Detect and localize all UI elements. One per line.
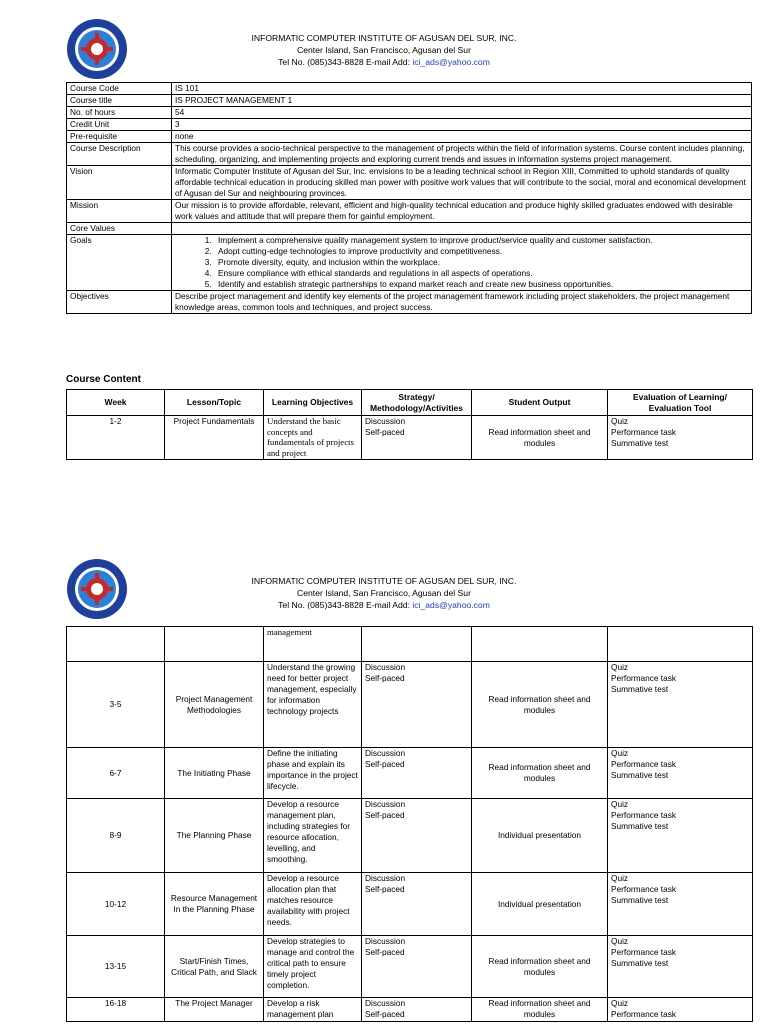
table-row (67, 873, 753, 936)
institute-name: INFORMATIC COMPUTER INSTITUTE OF AGUSAN DEL SUR, INC. (251, 576, 517, 586)
eval-line: Performance task (611, 673, 677, 683)
cell-output: Read information sheet and modules (472, 748, 608, 799)
cell-objectives: Develop a resource management plan, including strategies for resource allocation, levelling, and smoothing. (264, 799, 362, 873)
cell-objectives: Understand the basic concepts and fundamentals of projects and project (264, 416, 362, 460)
table-row (67, 998, 753, 1022)
eval-line: Summative test (611, 770, 669, 780)
goal-item: 2. Adopt cutting-edge technologies to improve productivity and competitiveness. (214, 246, 748, 257)
cell-topic (165, 627, 264, 662)
header-week: Week (67, 390, 165, 416)
eval-line: Performance task (611, 810, 677, 820)
strategy-line: Discussion (365, 416, 406, 426)
table-row (67, 936, 753, 998)
cell-week: 13-15 (67, 936, 165, 998)
cell-evaluation (608, 748, 753, 799)
institute-address: Center Island, San Francisco, Agusan del Sur (297, 588, 471, 598)
cell-topic: Project Management Methodologies (165, 662, 264, 748)
cell-objectives: Understand the growing need for better project management, especially for information technology projects (264, 662, 362, 748)
contact-text: Tel No. (085)343-8828 E-mail Add: (278, 57, 413, 67)
cell-evaluation (608, 627, 753, 662)
info-row (67, 95, 752, 107)
table-row (67, 799, 753, 873)
cell-topic: Project Fundamentals (165, 416, 264, 460)
info-row (67, 143, 752, 166)
strategy-line: Discussion (365, 748, 406, 758)
strategy-line: Self-paced (365, 884, 405, 894)
info-value: Describe project management and identify key elements of the project management framework including project stakeholders, the project management knowledge areas, common tools and techniques, and project success. (172, 291, 752, 314)
goal-item: 3. Promote diversity, equity, and inclusion within the workplace. (214, 257, 748, 268)
info-label: Pre-requisite (67, 131, 172, 143)
info-value: 3 (172, 119, 752, 131)
cell-strategy (362, 873, 472, 936)
cell-evaluation (608, 416, 753, 460)
eval-line: Performance task (611, 947, 677, 957)
table-row-continuation (67, 627, 753, 662)
strategy-line: Discussion (365, 998, 406, 1008)
info-label: No. of hours (67, 107, 172, 119)
cell-week: 6-7 (67, 748, 165, 799)
eval-line: Performance task (611, 427, 677, 437)
info-label: Mission (67, 200, 172, 223)
goals-list (175, 235, 748, 290)
goals-list-cell (172, 235, 752, 291)
cell-objectives: Develop a risk management plan (264, 998, 362, 1022)
info-value: Informatic Computer Institute of Agusan del Sur, Inc. envisions to be a leading technical school in Region XIII, Committed to uphold standards of quality affordable technical education in producing skilled man power with positive work values that will contribute to the social, moral and economical development of Agusan del Sur and neighbouring provinces. (172, 166, 752, 200)
table-header-row (67, 390, 753, 416)
course-content-table (66, 389, 753, 460)
table-row (67, 662, 753, 748)
cell-topic: Start/Finish Times, Critical Path, and Slack (165, 936, 264, 998)
info-value: 54 (172, 107, 752, 119)
strategy-line: Discussion (365, 936, 406, 946)
goal-item: 4. Ensure compliance with ethical standards and regulations in all aspects of operations. (214, 268, 748, 279)
info-value: Our mission is to provide affordable, relevant, efficient and high-quality technical education and produce highly skilled graduates endowed with desirable work values and attitude that will prepare them for gainful employment. (172, 200, 752, 223)
header-text (200, 575, 568, 611)
info-label: Objectives (67, 291, 172, 314)
info-row (67, 166, 752, 200)
cell-evaluation (608, 799, 753, 873)
cell-strategy (362, 936, 472, 998)
table-row (67, 748, 753, 799)
contact-text: Tel No. (085)343-8828 E-mail Add: (278, 600, 413, 610)
table-row (67, 416, 753, 460)
course-content-title: Course Content (66, 374, 141, 385)
email-link[interactable]: ici_ads@yahoo.com (412, 600, 490, 610)
strategy-line: Self-paced (365, 1009, 405, 1019)
cell-output: Read information sheet and modules (472, 416, 608, 460)
page-1 (0, 0, 768, 458)
cell-output: Read information sheet and modules (472, 662, 608, 748)
cell-strategy (362, 799, 472, 873)
cell-objectives: management (264, 627, 362, 662)
strategy-line: Self-paced (365, 947, 405, 957)
eval-line: Quiz (611, 936, 629, 946)
cell-evaluation (608, 873, 753, 936)
eval-line: Quiz (611, 873, 629, 883)
info-row (67, 200, 752, 223)
cell-evaluation (608, 662, 753, 748)
cell-topic: The Initiating Phase (165, 748, 264, 799)
eval-line: Summative test (611, 438, 669, 448)
eval-line: Quiz (611, 416, 629, 426)
goal-item: 1. Implement a comprehensive quality management system to improve product/service quality and customer satisfaction. (214, 235, 748, 246)
eval-line: Quiz (611, 799, 629, 809)
email-link[interactable]: ici_ads@yahoo.com (412, 57, 490, 67)
institute-contact (200, 599, 568, 611)
info-label: Course title (67, 95, 172, 107)
cell-output: Individual presentation (472, 799, 608, 873)
cell-evaluation (608, 936, 753, 998)
eval-line: Summative test (611, 821, 669, 831)
info-row-objectives (67, 291, 752, 314)
cell-topic: The Planning Phase (165, 799, 264, 873)
cell-week: 8-9 (67, 799, 165, 873)
eval-line: Quiz (611, 998, 629, 1008)
info-row (67, 131, 752, 143)
info-value (172, 223, 752, 235)
eval-line: Performance task (611, 759, 677, 769)
info-row-goals (67, 235, 752, 291)
strategy-line: Self-paced (365, 810, 405, 820)
eval-line: Summative test (611, 895, 669, 905)
cell-topic: The Project Manager (165, 998, 264, 1022)
cell-week: 1-2 (67, 416, 165, 460)
goal-item: 5. Identify and establish strategic partnerships to expand market reach and create new business opportunities. (214, 279, 748, 290)
cell-strategy (362, 416, 472, 460)
institute-logo (66, 18, 128, 80)
cell-objectives: Develop strategies to manage and control the critical path to ensure timely project completion. (264, 936, 362, 998)
info-label: Core Values (67, 223, 172, 235)
course-info-table (66, 82, 752, 314)
info-value: none (172, 131, 752, 143)
page-header (0, 0, 768, 70)
institute-contact (200, 56, 568, 68)
page-header (0, 548, 768, 618)
info-row (67, 83, 752, 95)
strategy-line: Self-paced (365, 427, 405, 437)
institute-name: INFORMATIC COMPUTER INSTITUTE OF AGUSAN DEL SUR, INC. (251, 33, 517, 43)
eval-line: Quiz (611, 662, 629, 672)
info-value: This course provides a socio-technical perspective to the management of projects within the field of information systems. Course content includes planning, scheduling, organizing, and implementing projects and exploring current trends and issues in information systems project management. (172, 143, 752, 166)
cell-objectives: Develop a resource allocation plan that matches resource availability with project needs. (264, 873, 362, 936)
info-row (67, 223, 752, 235)
eval-line: Performance task (611, 884, 677, 894)
cell-evaluation (608, 998, 753, 1022)
cell-strategy (362, 748, 472, 799)
strategy-line: Self-paced (365, 759, 405, 769)
eval-line: Quiz (611, 748, 629, 758)
eval-line: Summative test (611, 958, 669, 968)
header-evaluation: Evaluation of Learning/ Evaluation Tool (608, 390, 753, 416)
strategy-line: Discussion (365, 662, 406, 672)
eval-line: Summative test (611, 684, 669, 694)
institute-logo (66, 558, 128, 620)
cell-week: 10-12 (67, 873, 165, 936)
cell-output: Read information sheet and modules (472, 936, 608, 998)
info-value: IS PROJECT MANAGEMENT 1 (172, 95, 752, 107)
header-objectives: Learning Objectives (264, 390, 362, 416)
header-topic: Lesson/Topic (165, 390, 264, 416)
cell-week: 3-5 (67, 662, 165, 748)
info-label: Course Description (67, 143, 172, 166)
header-strategy: Strategy/ Methodology/Activities (362, 390, 472, 416)
info-row (67, 107, 752, 119)
cell-output (472, 627, 608, 662)
info-label: Credit Unit (67, 119, 172, 131)
cell-week (67, 627, 165, 662)
strategy-line: Discussion (365, 799, 406, 809)
info-label: Course Code (67, 83, 172, 95)
cell-week: 16-18 (67, 998, 165, 1022)
course-content-table-continued (66, 626, 753, 1022)
cell-objectives: Define the initiating phase and explain its importance in the project lifecycle. (264, 748, 362, 799)
info-value: IS 101 (172, 83, 752, 95)
cell-output: Read information sheet and modules (472, 998, 608, 1022)
header-text (200, 32, 568, 68)
cell-strategy (362, 627, 472, 662)
cell-strategy (362, 998, 472, 1022)
strategy-line: Self-paced (365, 673, 405, 683)
institute-address: Center Island, San Francisco, Agusan del Sur (297, 45, 471, 55)
info-label: Vision (67, 166, 172, 200)
strategy-line: Discussion (365, 873, 406, 883)
cell-topic: Resource Management In the Planning Phase (165, 873, 264, 936)
eval-line: Performance task (611, 1009, 677, 1019)
info-row (67, 119, 752, 131)
header-output: Student Output (472, 390, 608, 416)
cell-output: Individual presentation (472, 873, 608, 936)
info-label: Goals (67, 235, 172, 291)
cell-strategy (362, 662, 472, 748)
page-2 (0, 548, 768, 1019)
